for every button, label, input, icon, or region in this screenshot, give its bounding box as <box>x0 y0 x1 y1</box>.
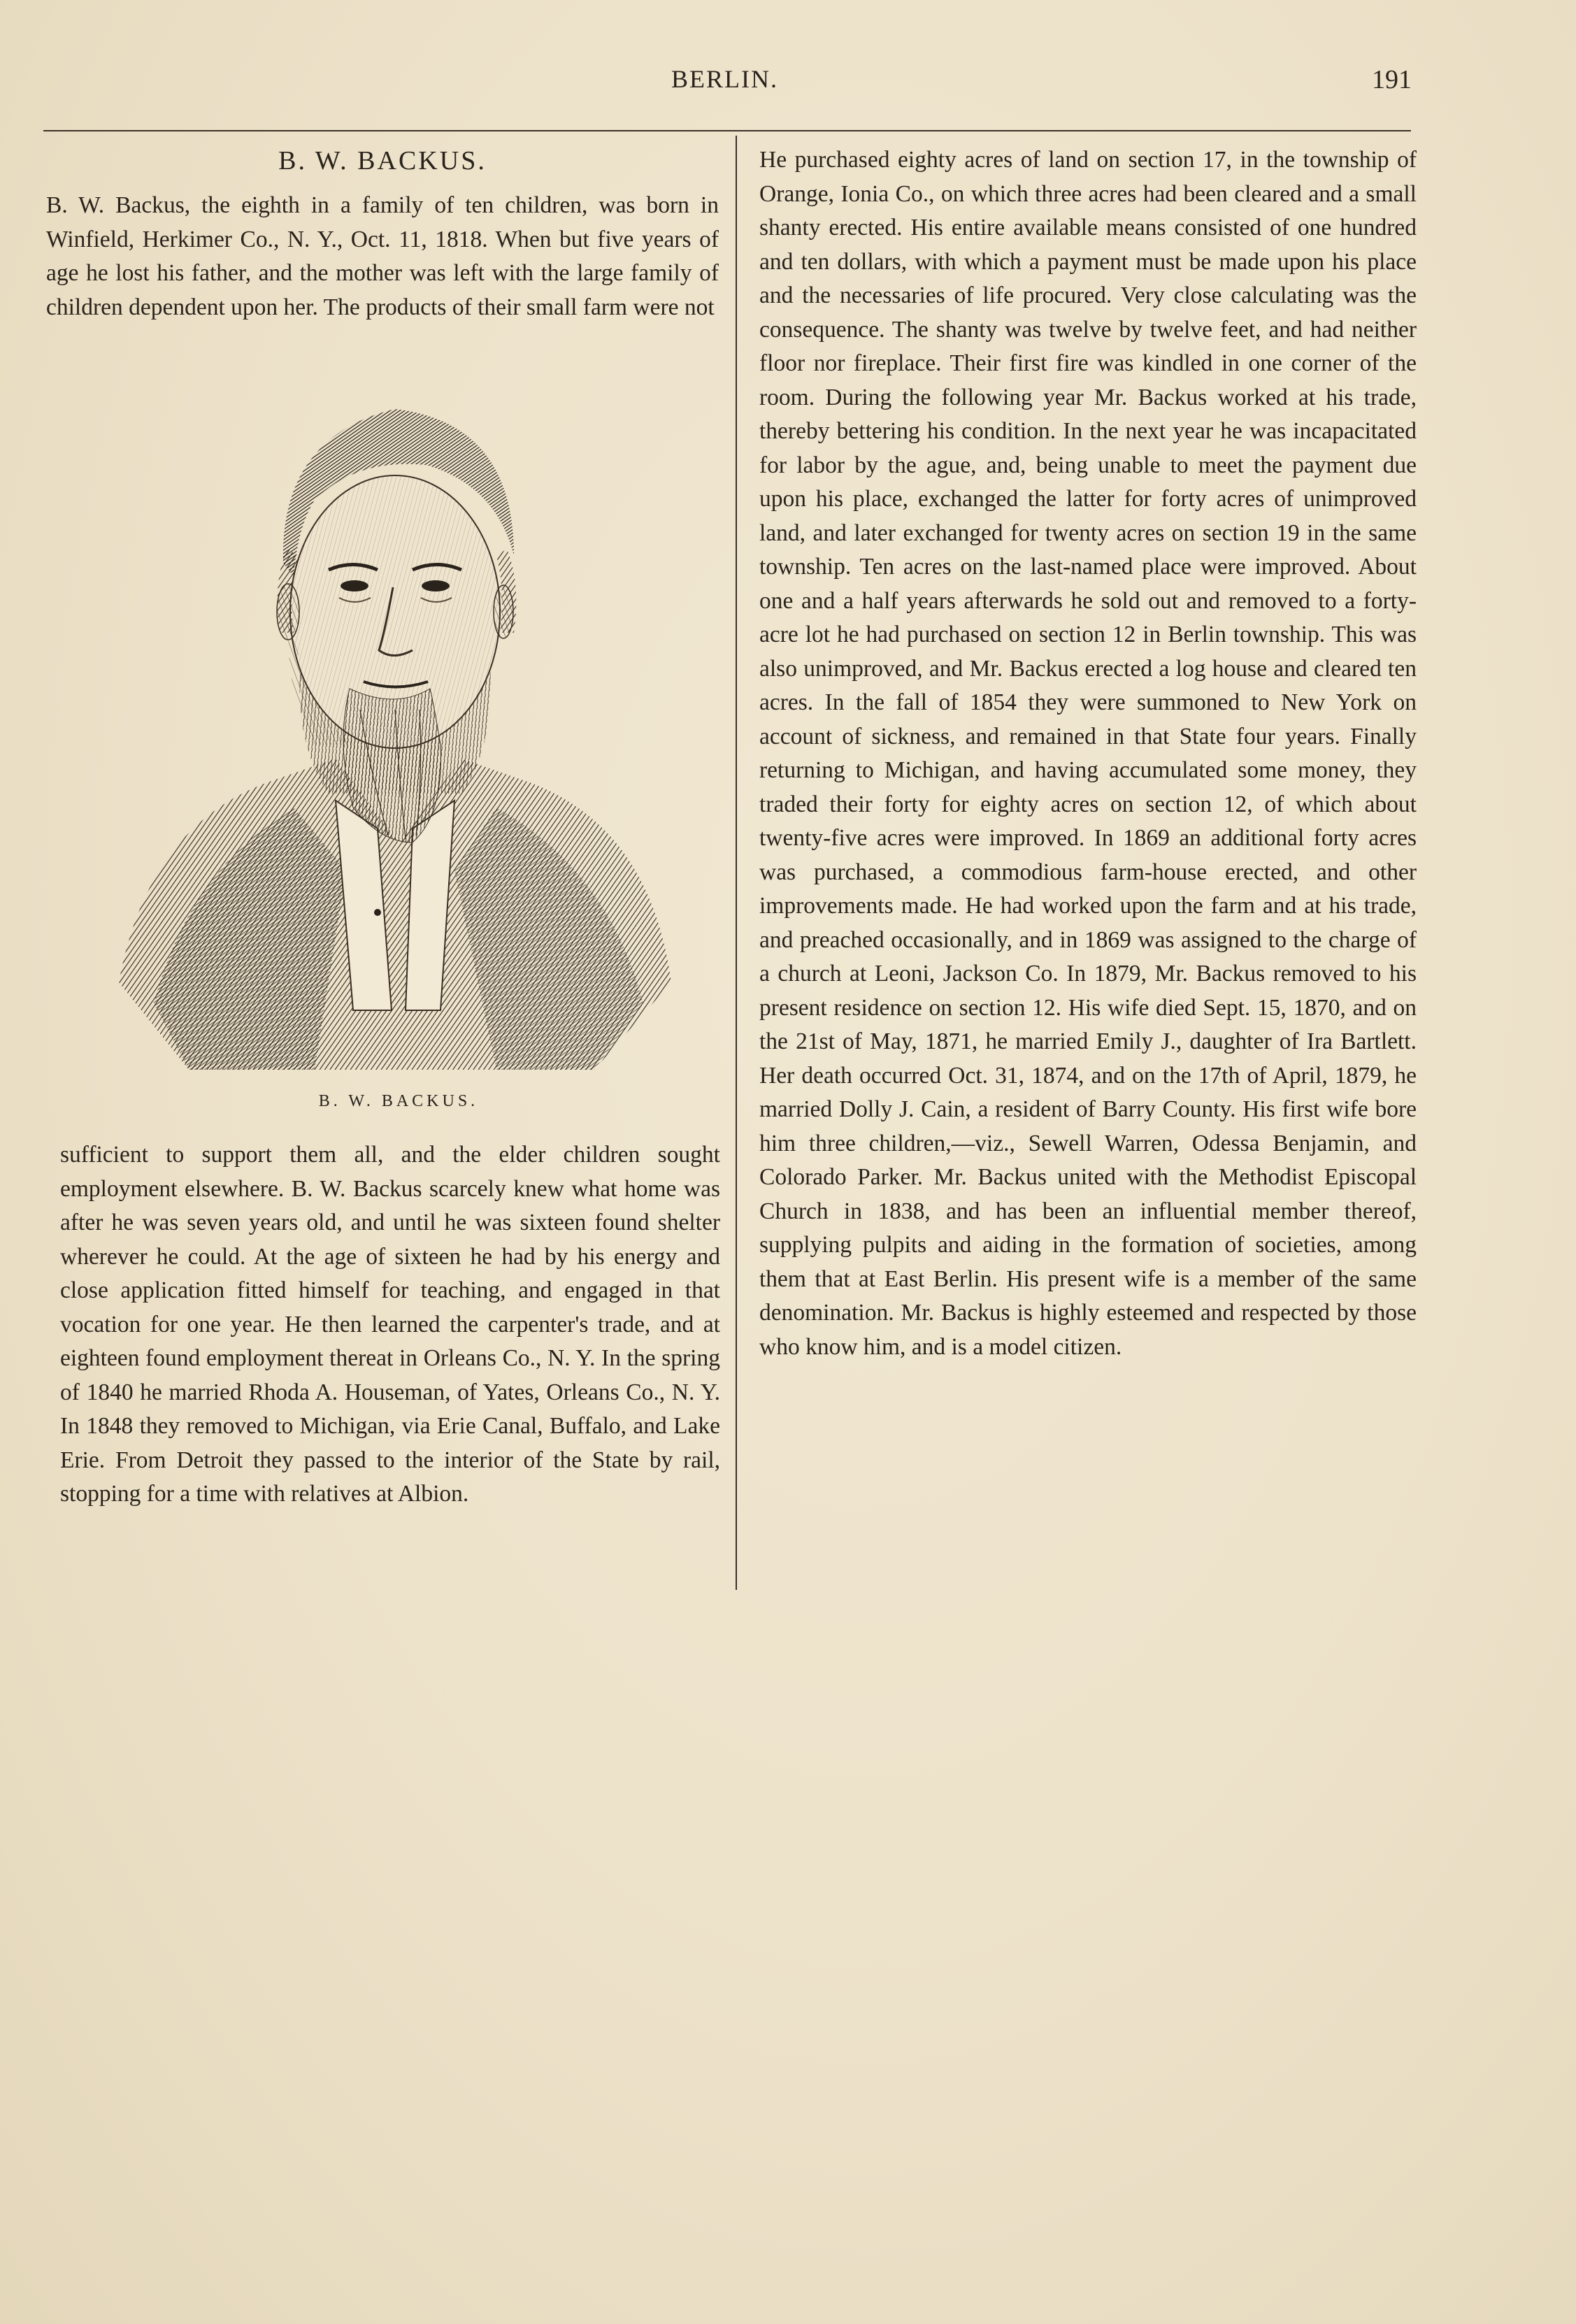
portrait-engraving <box>105 381 685 1073</box>
left-column-bottom-text <box>60 1138 720 1593</box>
engraved-portrait-icon <box>105 381 685 1073</box>
paragraph-right: He purchased eighty acres of land on section 17, in the township of Orange, Ionia Co., on which three acres had been cleared and a small shanty erected. His entire available means consisted of one hundred and ten dollars, with which a payment must be made upon his place and the necessaries of life procured. Very close calculating was the consequence. The shanty was twelve by twelve feet, and had neither floor nor fireplace. Their first fire was kindled in one corner of the room. During the following year Mr. Backus worked at his trade, thereby bettering his condition. In the next year he was incapacitated for labor by the ague, and, being unable to meet the payment due upon his place, exchanged the latter for forty acres of unimproved land, and later exchanged for twenty acres on section 19 in the same township. Ten acres on the last-named place were improved. About one and a half years afterwards he sold out and removed to a forty-acre lot he had purchased on section 12 in Berlin township. This was also unimproved, and Mr. Backus erected a log house and cleared ten acres. In the fall of 1854 they were summoned to New York on account of sickness, and remained in that State four years. Finally returning to Michigan, and having accumulated some money, they traded their forty for eighty acres on section 12, of which about twenty-five acres were improved. In 1869 an additional forty acres was purchased, a commodious farm-house erected, and other improvements made. He had worked upon the farm and at his trade, and preached occasionally, and in 1869 was assigned to the charge of a church at Leoni, Jackson Co. In 1879, Mr. Backus removed to his present residence on section 12. His wife died Sept. 15, 1870, and on the 21st of May, 1871, he married Emily J., daughter of Ira Bartlett. Her death occurred Oct. 31, 1874, and on the 17th of April, 1879, he married Dolly J. Cain, a resident of Barry County. His first wife bore him three children,—viz., Sewell Warren, Odessa Benjamin, and Colorado Parker. Mr. Backus united with the Methodist Episcopal Church in 1838, and has been an influential member thereof, supplying pulpits and aiding in the formation of societies, among them that at East Berlin. His present wife is a member of the same denomination. Mr. Backus is highly esteemed and respected by those who know him, and is a model citizen. <box>759 147 1417 1360</box>
portrait-caption: B. W. BACKUS. <box>318 1092 479 1110</box>
page-number: 191 <box>1372 65 1412 94</box>
paragraph-continued: sufficient to support them all, and the elder children sought employment elsewhere. B. W. Backus scarcely knew what home was after he was seven years old, and until he was sixteen found shelter wherever he could. At the age of sixteen he had by his energy and close application fitted himself for teaching, and engaged in that vocation for one year. He then learned the carpenter's trade, and at eighteen found employment thereat in Orleans Co., N. Y. In the spring of 1840 he married Rhoda A. Houseman, of Yates, Orleans Co., N. Y. In 1848 they removed to Michigan, via Erie Canal, Buffalo, and Lake Erie. From Detroit they passed to the interior of the State by rail, stopping for a time with relatives at Albion. <box>60 1142 720 1507</box>
header-rule <box>43 130 1411 131</box>
article-heading: B. W. BACKUS. <box>278 146 487 175</box>
left-column-top-text <box>46 189 719 361</box>
paragraph-intro: B. W. Backus, the eighth in a family of ten children, was born in Winfield, Herkimer Co., N. Y., Oct. 11, 1818. When but five years of age he lost his father, and the mother was left with the large family of children dependent upon her. The products of their small farm were not <box>46 192 719 320</box>
right-column-text <box>759 143 1417 1591</box>
running-head: BERLIN. <box>671 65 778 93</box>
column-divider <box>736 136 737 1590</box>
